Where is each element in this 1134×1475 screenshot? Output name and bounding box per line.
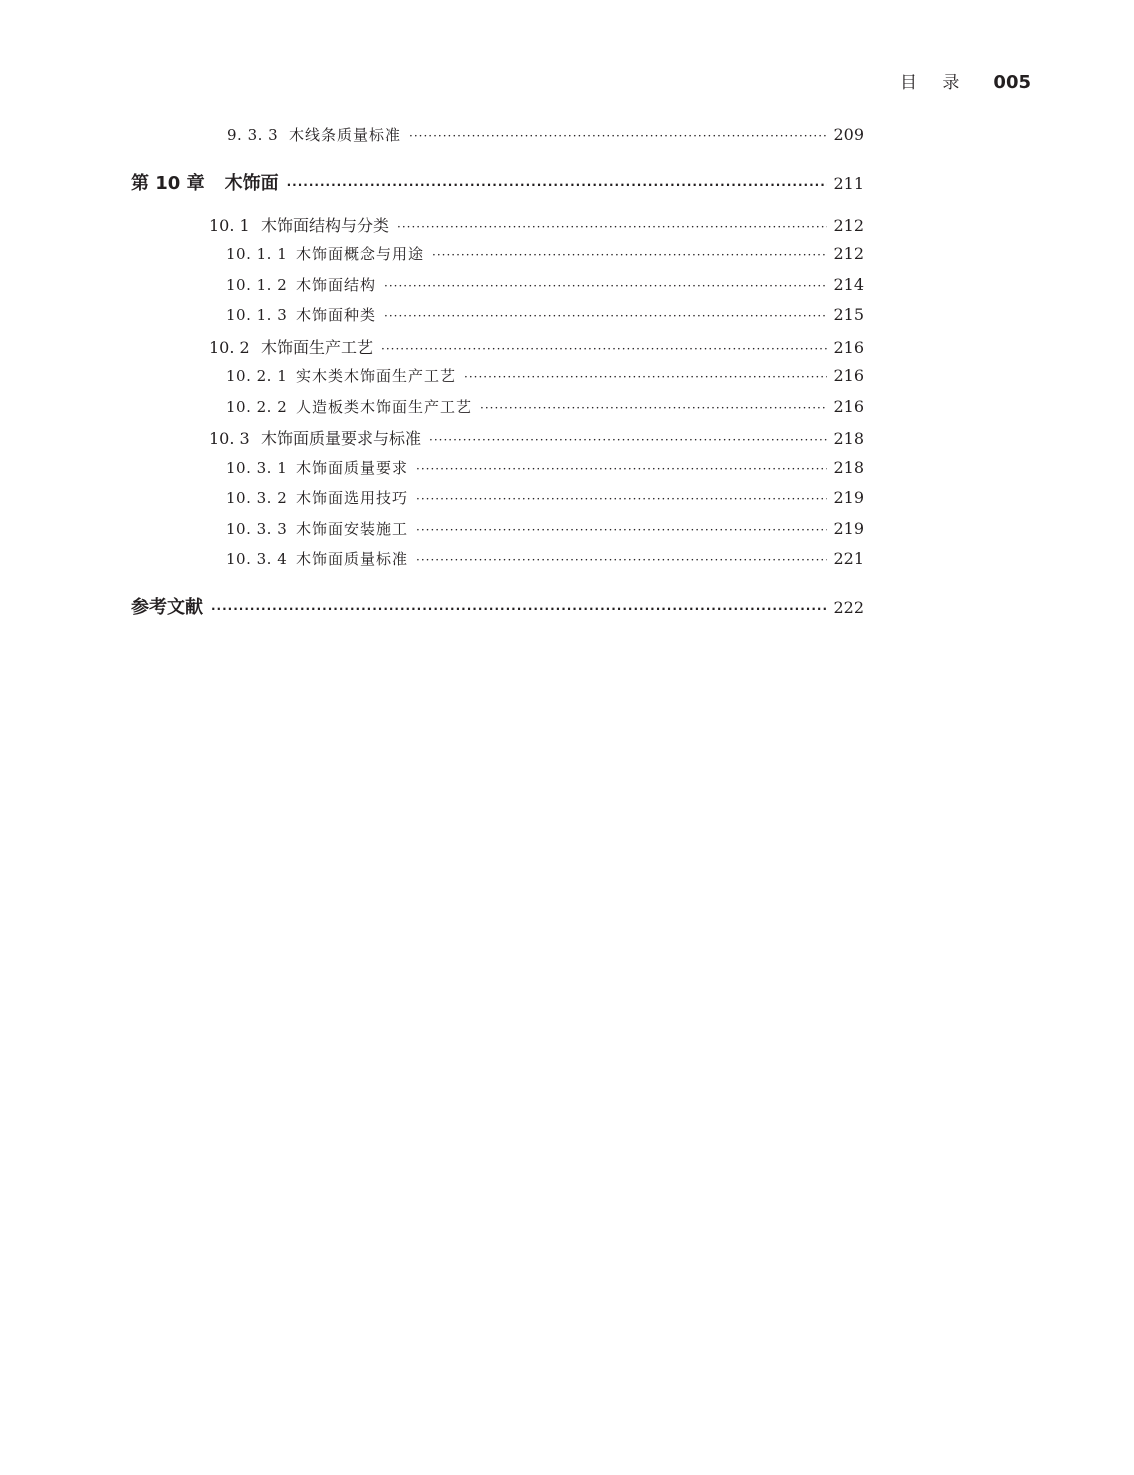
toc-entry-page: 218 — [833, 457, 864, 477]
dot-leader — [416, 462, 827, 476]
toc-entry-10-2-2[interactable] — [131, 396, 864, 427]
toc-entry-number: 10. 1 — [209, 215, 250, 235]
toc-entry-title: 木饰面生产工艺 — [261, 337, 374, 357]
header-page-number: 005 — [993, 72, 1031, 93]
toc-entry-10-3-3[interactable] — [131, 518, 864, 549]
toc-entry-page: 221 — [833, 549, 864, 568]
toc-entry-number: 10. 3. 4 — [226, 550, 288, 568]
dot-leader — [211, 602, 827, 616]
toc-entry-title: 木饰面概念与用途 — [296, 245, 425, 263]
toc-entry-page: 218 — [833, 429, 864, 448]
toc-entry-page: 216 — [833, 366, 864, 385]
toc-entry-title: 木饰面安装施工 — [296, 519, 409, 538]
toc-entry-number: 10. 2. 2 — [226, 397, 288, 416]
toc-entry-page: 209 — [833, 125, 864, 144]
toc-entry-10-2-1[interactable] — [131, 365, 864, 396]
toc-entry-page: 219 — [833, 518, 864, 538]
toc-entry-page: 219 — [833, 488, 864, 507]
toc-entry-page: 215 — [833, 305, 864, 324]
dot-leader — [429, 433, 827, 447]
toc-entry-page: 212 — [833, 215, 864, 235]
toc-entry-page: 216 — [833, 337, 864, 357]
toc-entry-10-1-2[interactable] — [131, 274, 864, 305]
toc-entry-number: 10. 1. 1 — [226, 245, 288, 263]
toc-entry-title: 木线条质量标准 — [289, 126, 402, 144]
table-of-contents — [131, 124, 864, 623]
dot-leader — [287, 178, 828, 192]
toc-entry-references[interactable] — [131, 593, 864, 623]
toc-entry-title: 人造板类木饰面生产工艺 — [296, 397, 473, 416]
toc-entry-title: 木饰面结构 — [296, 275, 377, 294]
dot-leader — [464, 370, 827, 384]
dot-leader — [397, 220, 827, 234]
toc-entry-10-1-1[interactable] — [131, 243, 864, 274]
toc-entry-number: 9. 3. 3 — [227, 126, 279, 144]
toc-entry-10-2[interactable] — [131, 335, 864, 366]
dot-leader — [409, 129, 827, 143]
toc-entry-10-1[interactable] — [131, 213, 864, 244]
toc-entry-10-3-1[interactable] — [131, 457, 864, 488]
toc-entry-10-3[interactable] — [131, 426, 864, 457]
dot-leader — [384, 309, 827, 323]
toc-entry-number: 10. 3. 1 — [226, 458, 288, 477]
toc-entry-page: 222 — [833, 597, 864, 617]
toc-entry-title: 参考文献 — [131, 596, 203, 618]
toc-entry-page: 216 — [833, 396, 864, 416]
toc-entry-title: 实木类木饰面生产工艺 — [296, 367, 457, 385]
toc-entry-number: 10. 3. 2 — [226, 489, 288, 507]
toc-entry-10-3-2[interactable] — [131, 487, 864, 518]
toc-entry-number: 10. 3. 3 — [226, 519, 288, 538]
toc-entry-page: 214 — [833, 274, 864, 294]
toc-entry-title: 木饰面选用技巧 — [296, 489, 409, 507]
header-section-label: 目 录 — [900, 73, 970, 93]
toc-entry-9-3-3[interactable] — [131, 124, 864, 155]
toc-entry-number: 10. 3 — [209, 429, 250, 448]
dot-leader — [432, 248, 827, 262]
dot-leader — [416, 523, 827, 537]
toc-entry-page: 211 — [833, 173, 864, 193]
dot-leader — [416, 492, 827, 506]
toc-entry-chapter-10[interactable] — [131, 169, 864, 199]
toc-entry-title: 木饰面质量要求与标准 — [261, 429, 422, 448]
dot-leader — [384, 279, 827, 293]
toc-entry-number: 10. 1. 2 — [226, 275, 288, 294]
toc-entry-title: 木饰面结构与分类 — [261, 215, 390, 235]
toc-entry-number: 第 10 章 — [131, 172, 205, 194]
toc-entry-title: 木饰面质量标准 — [296, 550, 409, 568]
dot-leader — [416, 553, 827, 567]
toc-entry-title: 木饰面种类 — [296, 306, 377, 324]
toc-entry-page: 212 — [833, 244, 864, 263]
dot-leader — [381, 342, 827, 356]
running-header — [900, 68, 1031, 93]
dot-leader — [480, 401, 827, 415]
toc-entry-number: 10. 1. 3 — [226, 306, 288, 324]
toc-entry-10-3-4[interactable] — [131, 548, 864, 579]
toc-entry-title: 木饰面质量要求 — [296, 458, 409, 477]
toc-entry-number: 10. 2. 1 — [226, 367, 288, 385]
toc-entry-10-1-3[interactable] — [131, 304, 864, 335]
toc-entry-number: 10. 2 — [209, 337, 250, 357]
toc-entry-title: 木饰面 — [224, 172, 279, 194]
